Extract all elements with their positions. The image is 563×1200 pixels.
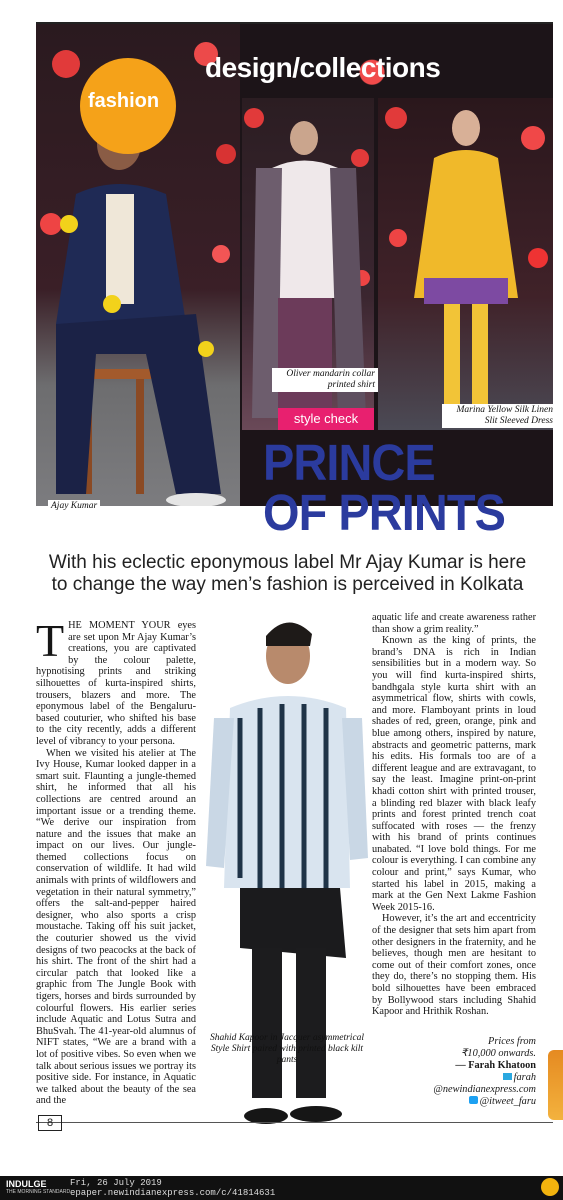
caption-ajay: Ajay Kumar bbox=[48, 500, 100, 513]
byline: — Farah Khatoon bbox=[455, 1060, 536, 1071]
dropcap: T bbox=[36, 615, 65, 666]
headline-line1: PRINCE bbox=[263, 434, 435, 491]
epaper-url[interactable]: epaper.newindianexpress.com/c/41814631 bbox=[70, 1188, 276, 1198]
email-line bbox=[430, 1072, 536, 1084]
twitter-icon bbox=[469, 1096, 478, 1104]
article-column-3 bbox=[372, 612, 536, 1018]
article-paragraph: Known as the king of prints, the brand’s DNA is rich in Indian sensibilities but in a modern way. So you will find kurta-inspired shirts, bandhgala style kurta shirt with an asymmetrical flow, shirts with cowls, and more. Flamboyant prints in loud shades of red, green, orange, pink and blue among others, inspired by nature, abstracts and geometric patterns, mark his edits. His formals too are of a different league and are extravagant, to say the least. Imagine print-on-print khadi cotton shirt with printed trouser, a blinding red blazer with black leafy prints and forest printed trench coat suffocated with roses — the frenzy with his brand of prints continues unabated. “I love bold things. For me colour is everything. I can combine any colour and print,” says Kumar, who started his label in 2015, making a mark at the Gen Next Lakme Fashion Week 2015-16. bbox=[372, 635, 536, 913]
price-and-byline bbox=[430, 1036, 536, 1108]
price-line-1: Prices from bbox=[488, 1036, 536, 1047]
edition-date: Fri, 26 July 2019 bbox=[70, 1178, 162, 1188]
article-paragraph: aquatic life and create awareness rather than show a grim reality.” bbox=[372, 612, 536, 635]
article-paragraph: When we visited his atelier at The Ivy House, Kumar looked dapper in a smart suit. Flaunting a jungle-themed shirt, he informed that all his collections are centred around an important issue or a trending theme. “We derive our inspiration from nature and the issues that make an impact on our lives. Our jungle-themed collections focus on conservation of wildlife. It had wild animals with prints of wildflowers and vegetation in their natural symmetry,” offers the salt-and-pepper haired designer, who also sports a crisp moustache. Taking off his suit jacket, the couturier showed us the vivid designs of two peacocks at the back of his shirt. The front of the shirt had a circular patch that looked like a graphic from The Jungle Book with tigers, horses and birds surrounded by colourful flowers. His earlier series include Aquatic and Lotus Sutra and BhuSvah. The 41-year-old alumnus of NIFT states, “We are a brand with a lot of positive vibes. So even when we talk about serious issues we portray its positive side. For instance, in Aquatic we talked about the beauty of the sea and the bbox=[36, 747, 196, 1107]
indulge-logo bbox=[6, 1179, 70, 1195]
section-title: design/collections bbox=[205, 52, 441, 83]
footer-bar bbox=[0, 1176, 563, 1200]
twitter-line bbox=[430, 1096, 536, 1108]
brand-subtitle: THE MORNING STANDARD bbox=[6, 1189, 71, 1195]
caption-shahid: Shahid Kapoor in Jacquer asymmetrical Style Shirt paired with printed black kilt pants bbox=[209, 1033, 365, 1065]
caption-marina: Marina Yellow Silk Linen Slit Sleeved Dress bbox=[442, 404, 556, 428]
owl-icon bbox=[541, 1178, 559, 1196]
footer-meta bbox=[70, 1178, 275, 1198]
marina-model-figure bbox=[378, 98, 553, 430]
fashion-badge bbox=[80, 58, 176, 154]
caption-oliver: Oliver mandarin collar printed shirt bbox=[272, 368, 378, 392]
price-line-2: ₹10,000 onwards. bbox=[460, 1048, 536, 1059]
decorative-side-shape bbox=[548, 1050, 563, 1120]
bottom-rule bbox=[36, 1122, 553, 1123]
email-user: farah bbox=[513, 1072, 536, 1083]
email-icon bbox=[503, 1073, 512, 1080]
twitter-handle: @itweet_faru bbox=[479, 1096, 536, 1107]
headline-line2: OF PRINTS bbox=[263, 484, 505, 541]
article-column-1 bbox=[36, 615, 196, 1107]
marina-dress-photo bbox=[378, 98, 553, 430]
headline bbox=[263, 434, 505, 541]
fashion-tag: fashion bbox=[88, 90, 160, 112]
page-number: 8 bbox=[38, 1115, 62, 1131]
deck: With his eclectic eponymous label Mr Ajay Kumar is here to change the way men’s fashion is perceived in Kolkata bbox=[48, 552, 527, 595]
style-check-badge: style check bbox=[278, 408, 374, 430]
article-paragraph: However, it’s the art and eccentricity of the designer that sets him apart from other designers in the fraternity, and he believes, though men are hesitant to come out of their comfort zones, once they do, there’s no stopping them. His bold silhouettes have been embraced by Bollywood stars including Shahid Kapoor and Hrithik Roshan. bbox=[372, 913, 536, 1018]
brand-name: INDULGE bbox=[6, 1179, 47, 1189]
email-domain: @newindianexpress.com bbox=[433, 1084, 536, 1095]
article-paragraph: HE MOMENT YOUR eyes are set upon Mr Ajay Kumar’s creations, you are captivated by the colour palette, hypnotising prints and striking silhouettes of kurta-inspired shirts, trousers, blazers and more. The eponymous label of the Bengaluru-based couturier, who shifted his base to the city recently, adds a different level of vibrancy to your persona. bbox=[36, 620, 196, 747]
